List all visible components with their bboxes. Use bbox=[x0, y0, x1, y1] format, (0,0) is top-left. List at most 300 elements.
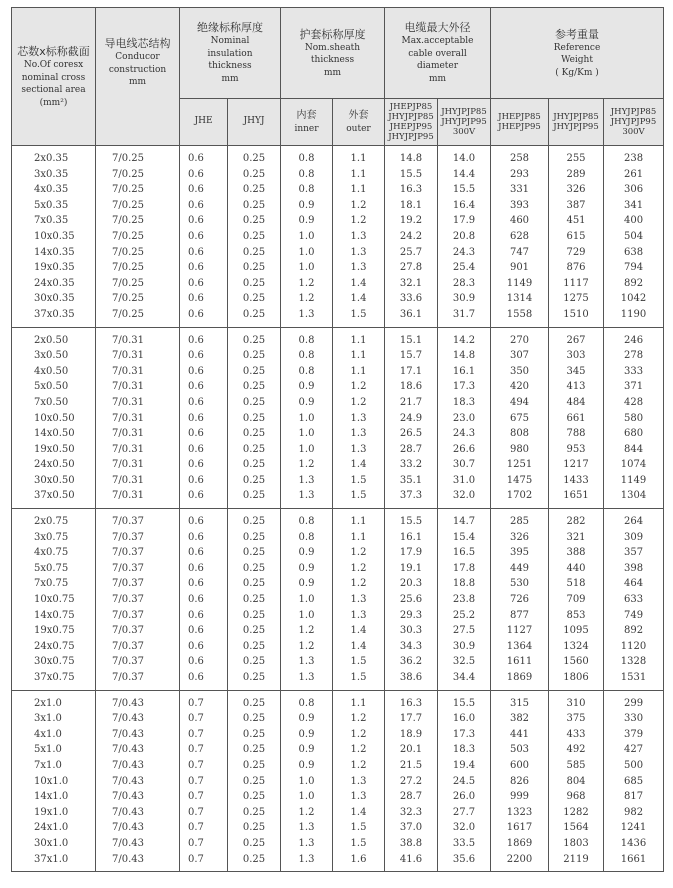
cell-sheath-outer: 1.4 bbox=[333, 623, 385, 639]
cell-sheath-inner: 1.3 bbox=[281, 473, 333, 489]
cell-ins-jhyj: 0.25 bbox=[228, 182, 281, 198]
cell-weight-jhyj: 853 bbox=[549, 608, 604, 624]
cell-ins-jhe: 0.6 bbox=[180, 545, 228, 561]
header-inner-en: inner bbox=[294, 124, 319, 135]
cell-conductor: 7/0.37 bbox=[96, 592, 180, 608]
header-conductor-en2: construction bbox=[108, 64, 167, 75]
cell-area: 14x1.0 bbox=[12, 789, 96, 805]
cell-weight-jhyj: 387 bbox=[549, 198, 604, 214]
cell-sheath-outer: 1.3 bbox=[333, 789, 385, 805]
cell-sheath-inner: 1.0 bbox=[281, 774, 333, 790]
table-body bbox=[12, 146, 664, 872]
cell-diam-300v: 17.8 bbox=[438, 561, 491, 577]
cell-conductor: 7/0.37 bbox=[96, 509, 180, 530]
cell-weight-jhyj: 1217 bbox=[549, 457, 604, 473]
cell-ins-jhyj: 0.25 bbox=[228, 379, 281, 395]
cell-weight-300v: 464 bbox=[604, 576, 664, 592]
cell-sheath-outer: 1.5 bbox=[333, 654, 385, 670]
table-row bbox=[12, 509, 664, 530]
cell-ins-jhyj: 0.25 bbox=[228, 411, 281, 427]
cell-sheath-outer: 1.3 bbox=[333, 411, 385, 427]
cell-sheath-inner: 1.0 bbox=[281, 229, 333, 245]
cell-ins-jhe: 0.6 bbox=[180, 639, 228, 655]
cell-weight-jhyj: 451 bbox=[549, 213, 604, 229]
cell-conductor: 7/0.31 bbox=[96, 426, 180, 442]
cell-area: 14x0.35 bbox=[12, 245, 96, 261]
cell-weight-300v: 1304 bbox=[604, 488, 664, 508]
cell-sheath-inner: 0.8 bbox=[281, 146, 333, 167]
cell-ins-jhe: 0.6 bbox=[180, 327, 228, 348]
header-conductor bbox=[96, 8, 180, 146]
cell-ins-jhe: 0.6 bbox=[180, 276, 228, 292]
table-row bbox=[12, 608, 664, 624]
cell-sheath-outer: 1.3 bbox=[333, 592, 385, 608]
cell-area: 30x0.75 bbox=[12, 654, 96, 670]
table-row bbox=[12, 426, 664, 442]
header-diameter-300v bbox=[438, 98, 491, 145]
cell-weight-jhe: 1475 bbox=[491, 473, 549, 489]
cell-sheath-inner: 0.9 bbox=[281, 395, 333, 411]
cell-weight-300v: 1661 bbox=[604, 852, 664, 872]
cell-weight-jhe: 530 bbox=[491, 576, 549, 592]
table-row bbox=[12, 327, 664, 348]
cell-weight-jhe: 258 bbox=[491, 146, 549, 167]
cell-ins-jhyj: 0.25 bbox=[228, 623, 281, 639]
cell-sheath-inner: 0.9 bbox=[281, 727, 333, 743]
cell-diam-jhe: 28.7 bbox=[385, 789, 438, 805]
cell-diam-300v: 35.6 bbox=[438, 852, 491, 872]
header-area-en3: sectional area bbox=[21, 85, 86, 95]
cell-weight-300v: 1190 bbox=[604, 307, 664, 327]
cell-ins-jhyj: 0.25 bbox=[228, 348, 281, 364]
cell-weight-jhyj: 440 bbox=[549, 561, 604, 577]
cell-weight-jhyj: 484 bbox=[549, 395, 604, 411]
cell-area: 10x1.0 bbox=[12, 774, 96, 790]
cell-weight-jhyj: 1651 bbox=[549, 488, 604, 508]
header-w3-0: JHYJPJP85 bbox=[610, 106, 657, 117]
cell-area: 2x0.75 bbox=[12, 509, 96, 530]
cell-sheath-inner: 1.0 bbox=[281, 592, 333, 608]
cell-sheath-outer: 1.3 bbox=[333, 774, 385, 790]
header-sheath-zh: 护套标称厚度 bbox=[299, 27, 366, 41]
cell-weight-300v: 278 bbox=[604, 348, 664, 364]
table-row bbox=[12, 198, 664, 214]
cell-area: 2x1.0 bbox=[12, 690, 96, 711]
cell-ins-jhyj: 0.25 bbox=[228, 561, 281, 577]
cell-diam-jhe: 21.5 bbox=[385, 758, 438, 774]
header-diameter-jhe bbox=[385, 98, 438, 145]
header-diameter-en2: cable overall bbox=[408, 48, 467, 59]
cell-area: 7x0.75 bbox=[12, 576, 96, 592]
cell-area: 19x0.35 bbox=[12, 260, 96, 276]
cell-conductor: 7/0.43 bbox=[96, 820, 180, 836]
cell-ins-jhe: 0.6 bbox=[180, 576, 228, 592]
cell-ins-jhyj: 0.25 bbox=[228, 576, 281, 592]
cell-weight-jhe: 1869 bbox=[491, 670, 549, 690]
cell-diam-jhe: 37.0 bbox=[385, 820, 438, 836]
cell-ins-jhe: 0.7 bbox=[180, 789, 228, 805]
cell-ins-jhyj: 0.25 bbox=[228, 488, 281, 508]
cell-diam-300v: 14.4 bbox=[438, 167, 491, 183]
cell-conductor: 7/0.43 bbox=[96, 836, 180, 852]
header-weight-en1: Reference bbox=[553, 42, 601, 53]
table-row bbox=[12, 670, 664, 690]
cell-diam-jhe: 16.3 bbox=[385, 690, 438, 711]
header-d2-0: JHYJPJP85 bbox=[441, 106, 487, 117]
table-row bbox=[12, 213, 664, 229]
cell-sheath-outer: 1.2 bbox=[333, 742, 385, 758]
cell-diam-jhe: 15.5 bbox=[385, 167, 438, 183]
cell-diam-300v: 32.0 bbox=[438, 488, 491, 508]
cell-ins-jhe: 0.6 bbox=[180, 146, 228, 167]
cell-diam-jhe: 26.5 bbox=[385, 426, 438, 442]
table-row bbox=[12, 348, 664, 364]
cell-ins-jhe: 0.6 bbox=[180, 411, 228, 427]
cell-weight-300v: 1120 bbox=[604, 639, 664, 655]
cell-diam-jhe: 32.3 bbox=[385, 805, 438, 821]
header-sheath-en1: Nom.sheath bbox=[304, 42, 361, 53]
cell-sheath-inner: 1.0 bbox=[281, 442, 333, 458]
cell-weight-jhyj: 289 bbox=[549, 167, 604, 183]
cell-conductor: 7/0.25 bbox=[96, 260, 180, 276]
cell-sheath-outer: 1.1 bbox=[333, 690, 385, 711]
table-row bbox=[12, 654, 664, 670]
cell-area: 3x1.0 bbox=[12, 711, 96, 727]
cell-weight-300v: 330 bbox=[604, 711, 664, 727]
cell-ins-jhyj: 0.25 bbox=[228, 805, 281, 821]
cell-weight-300v: 794 bbox=[604, 260, 664, 276]
cell-ins-jhe: 0.6 bbox=[180, 182, 228, 198]
cell-weight-jhyj: 1560 bbox=[549, 654, 604, 670]
cell-ins-jhyj: 0.25 bbox=[228, 545, 281, 561]
cell-diam-300v: 17.3 bbox=[438, 379, 491, 395]
cell-diam-300v: 32.5 bbox=[438, 654, 491, 670]
cell-ins-jhe: 0.6 bbox=[180, 260, 228, 276]
header-conductor-en1: Conducor bbox=[115, 52, 160, 62]
header-diameter-zh: 电缆最大外径 bbox=[404, 21, 471, 35]
cell-area: 30x0.50 bbox=[12, 473, 96, 489]
cell-conductor: 7/0.31 bbox=[96, 364, 180, 380]
cell-weight-300v: 427 bbox=[604, 742, 664, 758]
header-weight-jhe bbox=[491, 98, 549, 145]
cell-sheath-outer: 1.2 bbox=[333, 395, 385, 411]
header-diameter-en1: Max.acceptable bbox=[401, 36, 474, 47]
cell-diam-jhe: 16.3 bbox=[385, 182, 438, 198]
cell-diam-jhe: 41.6 bbox=[385, 852, 438, 872]
cell-weight-300v: 299 bbox=[604, 690, 664, 711]
cell-sheath-outer: 1.1 bbox=[333, 146, 385, 167]
cell-ins-jhyj: 0.25 bbox=[228, 639, 281, 655]
header-outer-zh: 外套 bbox=[348, 110, 369, 122]
cell-conductor: 7/0.43 bbox=[96, 742, 180, 758]
table-row bbox=[12, 260, 664, 276]
cell-weight-jhe: 315 bbox=[491, 690, 549, 711]
table-row bbox=[12, 789, 664, 805]
cell-weight-jhyj: 1806 bbox=[549, 670, 604, 690]
cell-conductor: 7/0.25 bbox=[96, 198, 180, 214]
cell-conductor: 7/0.43 bbox=[96, 789, 180, 805]
header-area-en2: nominal cross bbox=[21, 72, 86, 83]
table-row bbox=[12, 530, 664, 546]
cell-sheath-inner: 0.9 bbox=[281, 198, 333, 214]
cell-sheath-outer: 1.1 bbox=[333, 348, 385, 364]
cell-conductor: 7/0.37 bbox=[96, 670, 180, 690]
header-w3-2: 300V bbox=[622, 126, 645, 137]
cell-diam-jhe: 20.3 bbox=[385, 576, 438, 592]
cell-weight-300v: 309 bbox=[604, 530, 664, 546]
cell-diam-300v: 16.4 bbox=[438, 198, 491, 214]
table-row bbox=[12, 727, 664, 743]
cell-diam-jhe: 32.1 bbox=[385, 276, 438, 292]
header-d1-3: JHYJPJP95 bbox=[388, 131, 434, 142]
cell-diam-300v: 14.0 bbox=[438, 146, 491, 167]
cell-ins-jhyj: 0.25 bbox=[228, 473, 281, 489]
cell-weight-jhe: 1702 bbox=[491, 488, 549, 508]
cell-weight-jhe: 1869 bbox=[491, 836, 549, 852]
cell-sheath-inner: 0.8 bbox=[281, 167, 333, 183]
cell-area: 37x1.0 bbox=[12, 852, 96, 872]
cell-diam-jhe: 16.1 bbox=[385, 530, 438, 546]
table-header bbox=[12, 8, 664, 146]
table-row bbox=[12, 245, 664, 261]
cell-weight-jhe: 675 bbox=[491, 411, 549, 427]
cell-ins-jhe: 0.7 bbox=[180, 852, 228, 872]
cell-weight-jhe: 600 bbox=[491, 758, 549, 774]
cell-weight-300v: 1074 bbox=[604, 457, 664, 473]
cell-weight-jhe: 877 bbox=[491, 608, 549, 624]
cell-weight-jhyj: 968 bbox=[549, 789, 604, 805]
cell-sheath-outer: 1.2 bbox=[333, 727, 385, 743]
cell-ins-jhe: 0.6 bbox=[180, 167, 228, 183]
cell-conductor: 7/0.31 bbox=[96, 488, 180, 508]
cell-sheath-inner: 1.0 bbox=[281, 426, 333, 442]
cell-weight-300v: 333 bbox=[604, 364, 664, 380]
cell-conductor: 7/0.25 bbox=[96, 167, 180, 183]
cell-diam-jhe: 25.6 bbox=[385, 592, 438, 608]
cell-diam-300v: 24.3 bbox=[438, 245, 491, 261]
table-row bbox=[12, 442, 664, 458]
cell-area: 19x0.75 bbox=[12, 623, 96, 639]
table-row bbox=[12, 774, 664, 790]
cell-sheath-inner: 1.0 bbox=[281, 789, 333, 805]
table-row bbox=[12, 473, 664, 489]
cell-ins-jhyj: 0.25 bbox=[228, 229, 281, 245]
cell-area: 7x0.50 bbox=[12, 395, 96, 411]
cell-area: 37x0.35 bbox=[12, 307, 96, 327]
cell-weight-jhe: 901 bbox=[491, 260, 549, 276]
cell-ins-jhyj: 0.25 bbox=[228, 364, 281, 380]
cell-conductor: 7/0.37 bbox=[96, 608, 180, 624]
cell-ins-jhe: 0.6 bbox=[180, 379, 228, 395]
cell-area: 24x0.75 bbox=[12, 639, 96, 655]
cell-weight-jhyj: 1510 bbox=[549, 307, 604, 327]
cell-diam-jhe: 29.3 bbox=[385, 608, 438, 624]
cell-ins-jhe: 0.6 bbox=[180, 608, 228, 624]
cell-area: 24x0.35 bbox=[12, 276, 96, 292]
cell-sheath-inner: 1.3 bbox=[281, 836, 333, 852]
header-inner bbox=[281, 98, 333, 145]
cell-weight-300v: 633 bbox=[604, 592, 664, 608]
cell-weight-300v: 428 bbox=[604, 395, 664, 411]
cell-area: 24x1.0 bbox=[12, 820, 96, 836]
cell-ins-jhyj: 0.25 bbox=[228, 836, 281, 852]
cell-weight-jhyj: 804 bbox=[549, 774, 604, 790]
header-sheath-en2: thickness bbox=[310, 55, 355, 66]
table-row bbox=[12, 364, 664, 380]
cell-area: 2x0.50 bbox=[12, 327, 96, 348]
cell-ins-jhyj: 0.25 bbox=[228, 509, 281, 530]
table-row bbox=[12, 805, 664, 821]
cell-weight-jhe: 1364 bbox=[491, 639, 549, 655]
header-w3-1: JHYJPJP95 bbox=[610, 116, 657, 127]
header-weight-en2: Weight bbox=[561, 55, 593, 66]
cell-area: 5x0.35 bbox=[12, 198, 96, 214]
table-row bbox=[12, 576, 664, 592]
cell-diam-300v: 14.8 bbox=[438, 348, 491, 364]
header-diameter bbox=[385, 8, 491, 99]
cell-weight-300v: 261 bbox=[604, 167, 664, 183]
cell-sheath-inner: 1.3 bbox=[281, 670, 333, 690]
cell-ins-jhe: 0.6 bbox=[180, 291, 228, 307]
cell-area: 30x1.0 bbox=[12, 836, 96, 852]
cell-sheath-inner: 1.3 bbox=[281, 820, 333, 836]
table-row bbox=[12, 167, 664, 183]
cell-diam-300v: 32.0 bbox=[438, 820, 491, 836]
cell-diam-300v: 30.9 bbox=[438, 639, 491, 655]
cell-conductor: 7/0.25 bbox=[96, 182, 180, 198]
cell-diam-jhe: 36.1 bbox=[385, 307, 438, 327]
cell-diam-300v: 17.3 bbox=[438, 727, 491, 743]
cell-weight-300v: 398 bbox=[604, 561, 664, 577]
cell-diam-jhe: 17.9 bbox=[385, 545, 438, 561]
table-row bbox=[12, 742, 664, 758]
cell-diam-jhe: 20.1 bbox=[385, 742, 438, 758]
cell-area: 3x0.35 bbox=[12, 167, 96, 183]
cell-area: 30x0.35 bbox=[12, 291, 96, 307]
header-weight-en3: ( Kg/Km ) bbox=[555, 67, 599, 78]
cell-diam-300v: 30.7 bbox=[438, 457, 491, 473]
cell-diam-jhe: 37.3 bbox=[385, 488, 438, 508]
cell-sheath-inner: 1.0 bbox=[281, 245, 333, 261]
cell-diam-300v: 18.8 bbox=[438, 576, 491, 592]
header-d1-1: JHYJPJP85 bbox=[388, 111, 434, 122]
cell-weight-jhyj: 492 bbox=[549, 742, 604, 758]
cell-ins-jhyj: 0.25 bbox=[228, 213, 281, 229]
cell-sheath-outer: 1.1 bbox=[333, 530, 385, 546]
cell-weight-300v: 1042 bbox=[604, 291, 664, 307]
table-row bbox=[12, 639, 664, 655]
table-row bbox=[12, 820, 664, 836]
cell-weight-300v: 817 bbox=[604, 789, 664, 805]
header-d1-0: JHEPJP85 bbox=[389, 101, 433, 112]
table-row bbox=[12, 758, 664, 774]
cell-conductor: 7/0.37 bbox=[96, 623, 180, 639]
cell-weight-300v: 400 bbox=[604, 213, 664, 229]
header-weight-300v bbox=[604, 98, 664, 145]
cell-ins-jhe: 0.6 bbox=[180, 229, 228, 245]
cell-sheath-outer: 1.1 bbox=[333, 509, 385, 530]
cell-weight-jhyj: 1275 bbox=[549, 291, 604, 307]
cell-weight-300v: 680 bbox=[604, 426, 664, 442]
cell-diam-300v: 15.5 bbox=[438, 690, 491, 711]
cell-diam-300v: 24.5 bbox=[438, 774, 491, 790]
cell-conductor: 7/0.43 bbox=[96, 852, 180, 872]
cell-area: 4x1.0 bbox=[12, 727, 96, 743]
cell-ins-jhe: 0.6 bbox=[180, 654, 228, 670]
cell-weight-jhe: 393 bbox=[491, 198, 549, 214]
cell-sheath-outer: 1.3 bbox=[333, 608, 385, 624]
cell-weight-jhyj: 729 bbox=[549, 245, 604, 261]
cell-weight-jhe: 1149 bbox=[491, 276, 549, 292]
cell-diam-jhe: 18.6 bbox=[385, 379, 438, 395]
cell-sheath-inner: 0.8 bbox=[281, 530, 333, 546]
cell-sheath-outer: 1.3 bbox=[333, 229, 385, 245]
cell-weight-jhyj: 388 bbox=[549, 545, 604, 561]
cell-ins-jhyj: 0.25 bbox=[228, 789, 281, 805]
cell-sheath-outer: 1.1 bbox=[333, 167, 385, 183]
cell-weight-jhyj: 255 bbox=[549, 146, 604, 167]
table-row bbox=[12, 307, 664, 327]
cell-weight-jhyj: 1564 bbox=[549, 820, 604, 836]
table-row bbox=[12, 623, 664, 639]
cell-diam-300v: 27.7 bbox=[438, 805, 491, 821]
cell-ins-jhyj: 0.25 bbox=[228, 670, 281, 690]
header-insulation bbox=[180, 8, 281, 99]
cell-weight-300v: 379 bbox=[604, 727, 664, 743]
cell-weight-jhe: 420 bbox=[491, 379, 549, 395]
cell-weight-jhyj: 518 bbox=[549, 576, 604, 592]
header-jhe: JHE bbox=[180, 98, 228, 145]
cell-weight-300v: 306 bbox=[604, 182, 664, 198]
cell-area: 5x0.50 bbox=[12, 379, 96, 395]
cell-area: 7x0.35 bbox=[12, 213, 96, 229]
table-row bbox=[12, 545, 664, 561]
cell-ins-jhyj: 0.25 bbox=[228, 820, 281, 836]
table-row bbox=[12, 457, 664, 473]
header-sheath-en3: mm bbox=[323, 67, 342, 78]
cell-weight-jhyj: 433 bbox=[549, 727, 604, 743]
cell-ins-jhyj: 0.25 bbox=[228, 727, 281, 743]
header-sheath bbox=[281, 8, 385, 99]
cell-weight-jhe: 503 bbox=[491, 742, 549, 758]
cell-conductor: 7/0.25 bbox=[96, 276, 180, 292]
cell-ins-jhyj: 0.25 bbox=[228, 592, 281, 608]
cell-diam-300v: 27.5 bbox=[438, 623, 491, 639]
cell-sheath-outer: 1.2 bbox=[333, 576, 385, 592]
cell-conductor: 7/0.43 bbox=[96, 727, 180, 743]
cell-ins-jhe: 0.6 bbox=[180, 530, 228, 546]
cell-area: 14x0.75 bbox=[12, 608, 96, 624]
cell-diam-300v: 24.3 bbox=[438, 426, 491, 442]
cell-ins-jhe: 0.6 bbox=[180, 592, 228, 608]
cell-conductor: 7/0.31 bbox=[96, 442, 180, 458]
cell-area: 19x0.50 bbox=[12, 442, 96, 458]
cell-ins-jhyj: 0.25 bbox=[228, 690, 281, 711]
header-jhyj: JHYJ bbox=[228, 98, 281, 145]
cell-diam-300v: 30.9 bbox=[438, 291, 491, 307]
cell-sheath-outer: 1.1 bbox=[333, 327, 385, 348]
cell-diam-300v: 15.4 bbox=[438, 530, 491, 546]
cell-sheath-inner: 1.3 bbox=[281, 307, 333, 327]
header-area-en4: (mm²) bbox=[39, 97, 68, 108]
cell-weight-jhyj: 375 bbox=[549, 711, 604, 727]
cell-area: 10x0.75 bbox=[12, 592, 96, 608]
cell-diam-jhe: 30.3 bbox=[385, 623, 438, 639]
cell-conductor: 7/0.31 bbox=[96, 327, 180, 348]
cell-weight-jhyj: 310 bbox=[549, 690, 604, 711]
header-insulation-en2: insulation bbox=[207, 48, 253, 59]
cell-sheath-inner: 1.3 bbox=[281, 488, 333, 508]
